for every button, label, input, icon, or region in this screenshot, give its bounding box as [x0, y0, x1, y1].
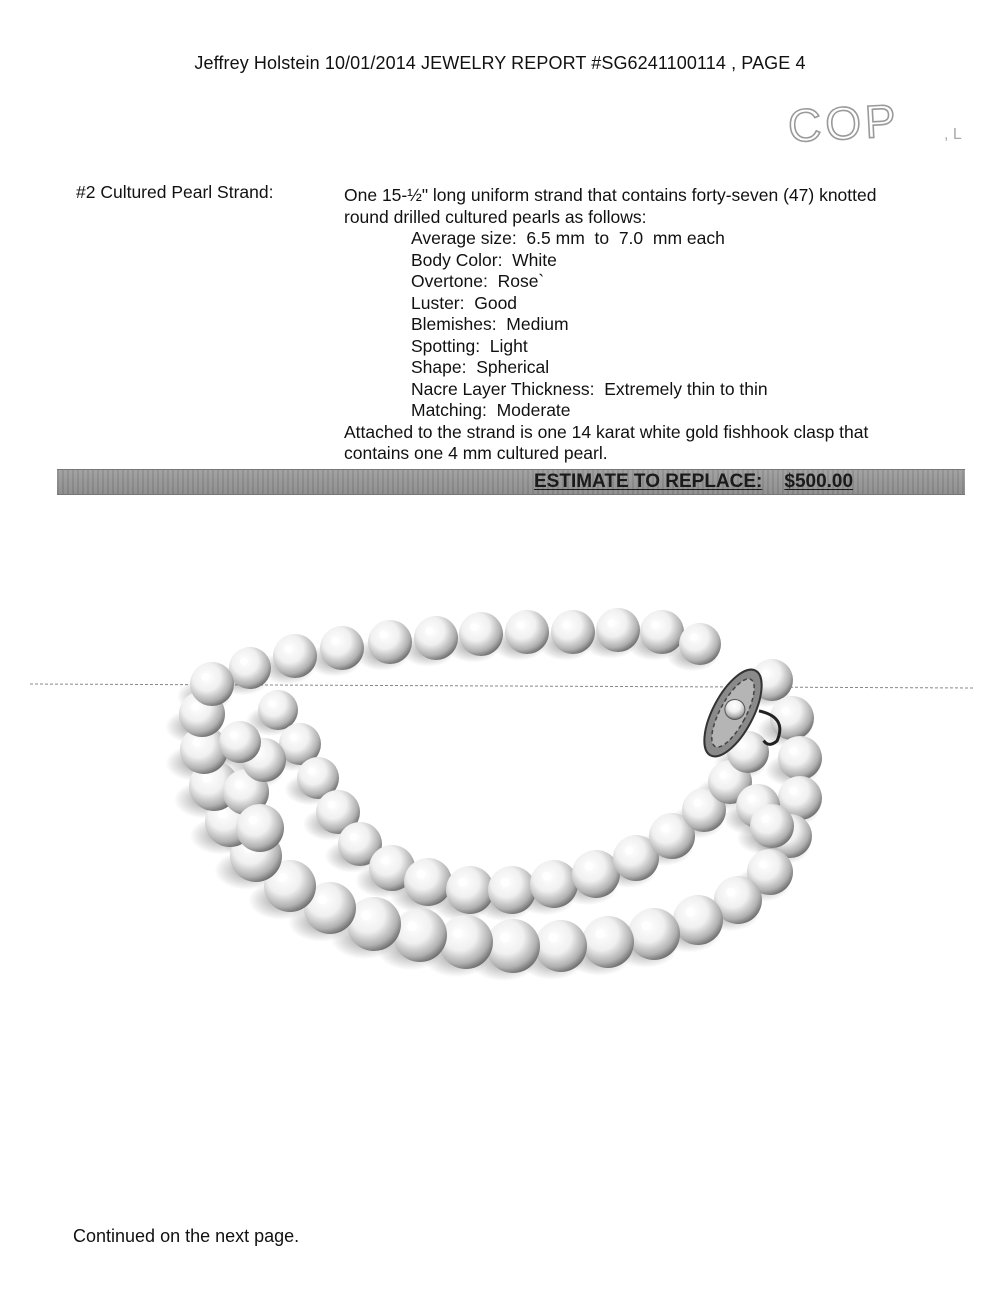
detail-matching: Matching: Moderate [411, 400, 571, 420]
pearl-highlight [318, 895, 327, 904]
attachment-line-1: Attached to the strand is one 14 karat white gold fishhook clasp that [344, 421, 869, 442]
pearl-highlight [607, 619, 615, 627]
pearl-highlight [361, 911, 371, 921]
pearl [572, 850, 620, 898]
pearl [640, 610, 684, 654]
pearl-highlight [191, 703, 199, 711]
detail-spotting: Spotting: Light [411, 335, 528, 356]
pearl [505, 610, 549, 654]
pearl [258, 690, 298, 730]
pearl-highlight [268, 700, 275, 707]
pearl [446, 866, 494, 914]
pearl-highlight [202, 774, 211, 783]
copy-stamp-text: COP [786, 94, 901, 152]
detail-list [344, 228, 944, 422]
pearl [488, 866, 536, 914]
pearl [414, 616, 458, 660]
pearl-highlight [470, 623, 478, 631]
pearl-highlight [661, 825, 669, 833]
pearl-highlight [762, 670, 770, 678]
intro-line-1: One 15-½" long uniform strand that contains forty-seven (47) knotted [344, 185, 877, 205]
pearl-highlight [686, 908, 695, 917]
pearl [596, 608, 640, 652]
pearl [750, 804, 794, 848]
pearl-highlight [458, 878, 467, 887]
pearl-highlight [500, 878, 509, 887]
detail-body-color: Body Color: White [411, 249, 557, 270]
pearl-highlight [584, 862, 593, 871]
pearl [393, 908, 447, 962]
pearl-highlight [192, 738, 201, 747]
detail-overtone: Overtone: Rose` [411, 271, 545, 291]
pearl [368, 620, 412, 664]
pearl-highlight [719, 771, 727, 779]
pearl-highlight [379, 631, 387, 639]
estimate-bar [57, 469, 965, 495]
copy-stamp-tail: , L [944, 126, 962, 143]
pearl-highlight [625, 847, 633, 855]
pearl-highlight [230, 732, 238, 740]
pearl [530, 860, 578, 908]
pearl-highlight [308, 768, 316, 776]
pearl-highlight [726, 888, 735, 897]
pearl [535, 920, 587, 972]
pearl [628, 908, 680, 960]
item-label: #2 Cultured Pearl Strand: [76, 182, 274, 202]
estimate-amount: $500.00 [784, 471, 854, 492]
pearl-highlight [331, 637, 339, 645]
detail-luster: Luster: Good [411, 292, 518, 313]
detail-nacre: Nacre Layer Thickness: Extremely thin to thin [411, 378, 768, 399]
pearl-highlight [218, 810, 227, 819]
detail-blemishes: Blemishes: Medium [411, 314, 569, 334]
pearl-highlight [235, 781, 243, 789]
pearl-highlight [278, 873, 287, 882]
pearl-highlight [453, 929, 463, 939]
pearl-strand-photo [0, 560, 1000, 1080]
pearl [219, 721, 261, 763]
pearl-highlight [738, 742, 746, 750]
pearl-highlight [240, 658, 248, 666]
detail-average-size: Average size: 6.5 mm to 7.0 mm each [411, 228, 725, 248]
pearl-highlight [690, 634, 698, 642]
pearl-highlight [642, 921, 651, 930]
pearl-highlight [349, 833, 357, 841]
scan-line [30, 684, 975, 688]
pearl [778, 736, 822, 780]
pearl [229, 647, 271, 689]
report-header: Jeffrey Holstein 10/01/2014 JEWELRY REPORT #SG6241100114 , PAGE 4 [194, 53, 806, 73]
pearl-highlight [407, 922, 417, 932]
estimate-text [534, 470, 853, 494]
pearl-highlight [651, 621, 659, 629]
pearl-highlight [516, 621, 524, 629]
pearl [273, 634, 317, 678]
pearl [582, 916, 634, 968]
pearl-highlight [789, 787, 797, 795]
pearl-highlight [761, 815, 769, 823]
pearl-highlight [248, 816, 257, 825]
pearl [679, 623, 721, 665]
pearl [551, 610, 595, 654]
pearl [236, 804, 284, 852]
pearl-highlight [542, 872, 551, 881]
pearl-highlight [425, 627, 433, 635]
pearl-highlight [549, 933, 558, 942]
pearl [486, 919, 540, 973]
pearl-highlight [416, 870, 425, 879]
intro-line-2: round drilled cultured pearls as follows: [344, 206, 647, 227]
attachment-line-2: contains one 4 mm cultured pearl. [344, 443, 608, 463]
detail-shape: Shape: Spherical [411, 357, 550, 377]
item-description [344, 185, 944, 465]
pearl-highlight [747, 795, 755, 803]
pearl [320, 626, 364, 670]
pearl-highlight [381, 857, 389, 865]
pearl-highlight [327, 801, 335, 809]
pearl [673, 895, 723, 945]
pearl-highlight [789, 747, 797, 755]
pearl-highlight [562, 621, 570, 629]
estimate-label: ESTIMATE TO REPLACE: [534, 471, 763, 492]
pearl [459, 612, 503, 656]
pearl-highlight [759, 861, 767, 869]
pearl-highlight [693, 799, 701, 807]
pearl [190, 662, 234, 706]
pearl [439, 915, 493, 969]
pearl-highlight [290, 734, 298, 742]
continued-note: Continued on the next page. [73, 1226, 300, 1246]
pearl-highlight [781, 707, 789, 715]
pearl-highlight [201, 673, 209, 681]
pearl-highlight [500, 933, 510, 943]
pearl [404, 858, 452, 906]
pearl-highlight [596, 929, 605, 938]
pearl-highlight [284, 645, 292, 653]
